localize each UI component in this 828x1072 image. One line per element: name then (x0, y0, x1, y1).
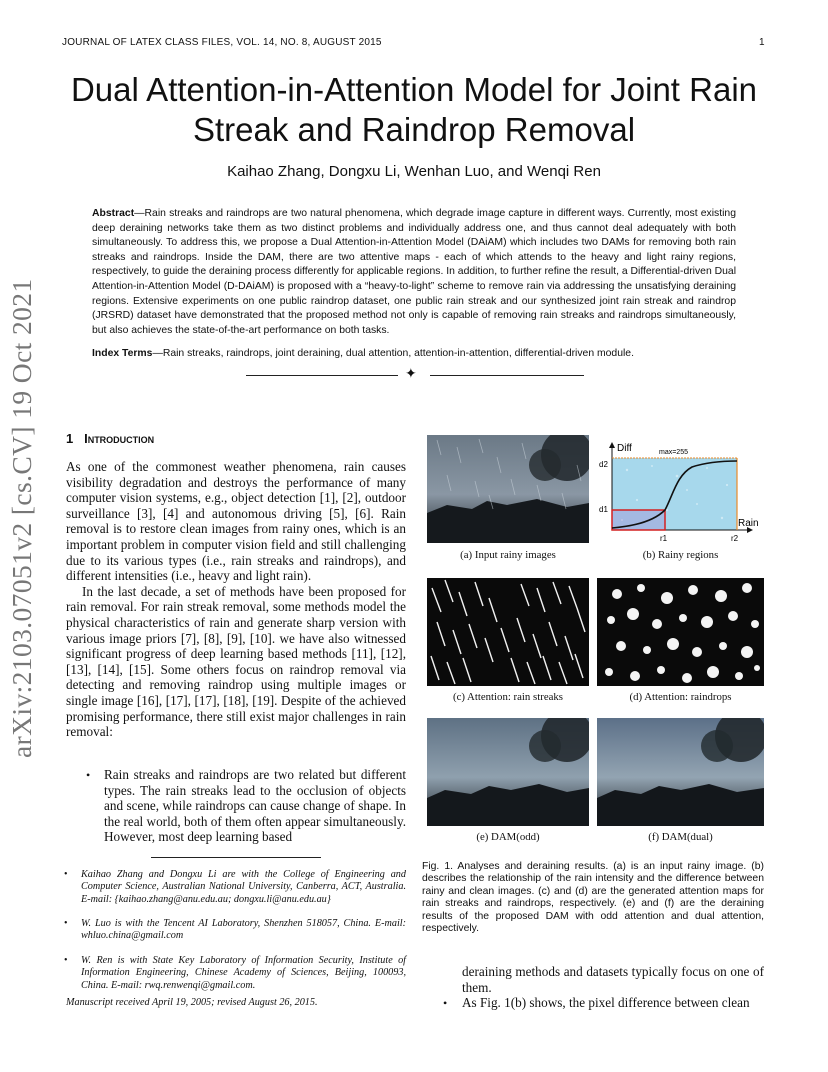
bullet-icon: • (64, 918, 68, 929)
divider-diamond-icon: ✦ (405, 367, 417, 382)
intro-paragraph-2: In the last decade, a set of methods have been proposed for rain removal. For rain streak removal, some methods model the physical characteristics of rain and generate sharp version with various image priors [7], [8], [9], [10]. we have also witnessed significant progress of deep learning based methods [11], [12], [13], [14], [15]. Some others focus on raindrop removal via detecting and removing raindrop using multiple images or single image [16], [17], [17], [18], [19]. Despite of the achieved promising performance, there still exist major challenges in rain removal: (66, 583, 406, 740)
plot-y-label: Diff (617, 443, 632, 454)
abstract (92, 207, 736, 338)
author-list: Kaihao Zhang, Dongxu Li, Wenhan Luo, and Wenqi Ren (227, 163, 601, 180)
plot-r1-label: r1 (660, 534, 668, 543)
bullet-icon: • (443, 996, 448, 1010)
index-terms-text: —Rain streaks, raindrops, joint deraining, dual attention, attention-in-attention, differential-driven module. (152, 348, 634, 359)
plot-x-label: Rain (738, 518, 759, 529)
panel-c-rain-streak-attention (427, 578, 589, 686)
caption-c: (c) Attention: rain streaks (452, 691, 564, 703)
footnote-affiliation-3: W. Ren is with State Key Laboratory of Information Security, Institute of Information Engineering, Chinese Academy of Sciences, Beijing, 100093, China. E-mail: rwq.renwenqi@gmail.com. (81, 955, 406, 991)
index-terms-label: Index Terms (92, 348, 153, 359)
panel-f-dam-dual-result (597, 718, 764, 826)
page-number: 1 (759, 37, 765, 48)
caption-f: (f) DAM(dual) (648, 831, 713, 843)
divider-right (430, 375, 584, 376)
manuscript-note: Manuscript received April 19, 2005; revised August 26, 2015. (66, 997, 318, 1008)
bullet-item-1: Rain streaks and raindrops are two related but different types. The rain streaks lead to the occlusion of objects and scene, while raindrops can cause change of shape. In the real world, both of them often appear simultaneously. However, most deep learning based (104, 767, 406, 845)
bullet-item-2: As Fig. 1(b) shows, the pixel difference between clean (462, 995, 750, 1010)
bullet-icon: • (64, 869, 68, 880)
plot-max-label: max=255 (659, 449, 688, 456)
caption-b: (b) Rainy regions (642, 549, 719, 561)
plot-d1-label: d1 (599, 505, 608, 514)
intro-left-column (66, 459, 406, 740)
panel-d-raindrop-attention (597, 578, 764, 686)
footnote-affiliation-1: Kaihao Zhang and Dongxu Li are with the College of Engineering and Computer Science, Australian National University, Canberra, ACT, Australia. E-mail: {kaihao.zhang@anu.edu.au; dongxu.li@anu.edu.au} (81, 869, 406, 905)
bullet-continuation: deraining methods and datasets typically focus on one of them. (462, 964, 764, 995)
plot-r2-label: r2 (731, 534, 739, 543)
caption-e: (e) DAM(odd) (476, 831, 540, 843)
footnote-affiliation-2: W. Luo is with the Tencent AI Laboratory, Shenzhen 518057, China. E-mail: whluo.china@gmail.com (81, 918, 406, 942)
panel-b-rainy-regions-plot (597, 440, 764, 546)
caption-d: (d) Attention: raindrops (629, 691, 732, 703)
figure-caption: Fig. 1. Analyses and deraining results. (a) is an input rainy image. (b) describes the relationship of the rain intensity and the difference between rainy and clean images. (c) and (d) are the generated attention maps for rain streaks and raindrops, respectively. (e) and (f) are the deraining results of the proposed DAM with odd attention and dual attention, respectively. (422, 861, 764, 935)
abstract-text: —Rain streaks and raindrops are two natural phenomena, which degrade image capture in different ways. Currently, most existing deep deraining networks take them as two distinct problems and individually address one, and thus cannot deal adequately with both simultaneously. To address this, we propose a Dual Attention-in-Attention Model (DAiAM) which includes two DAMs for removing both rain streaks and raindrops. Inside the DAM, there are two attentive maps - each of which attends to the heavy and light rainy regions, respectively, to guide the deraining process differently for applicable regions. In addition, to further refine the result, a Differential-driven Dual Attention-in-Attention Model (D-DAiAM) is proposed with a “heavy-to-light” scheme to remove rain via addressing the unsatisfying deraining regions. Extensive experiments on one public raindrop dataset, one public rain streak and our synthesized joint rain streak and raindrop (JRSRD) dataset have demonstrated that the proposed method not only is capable of removing rain streaks and raindrops simultaneously, but also achieves the state-of-the-art performance on both tasks. (92, 208, 737, 336)
bullet-icon: • (86, 768, 91, 782)
bullet-icon: • (64, 955, 68, 966)
index-terms (92, 347, 736, 362)
section-number: 1 (66, 431, 74, 446)
footnote-rule (151, 857, 321, 858)
paper-title: Dual Attention-in-Attention Model for Joint Rain Streak and Raindrop Removal (70, 71, 758, 148)
running-header: JOURNAL OF LATEX CLASS FILES, VOL. 14, NO. 8, AUGUST 2015 (62, 37, 382, 48)
caption-a: (a) Input rainy images (460, 549, 556, 561)
abstract-label: Abstract (92, 208, 135, 219)
intro-paragraph-1: As one of the commonest weather phenomena, rain causes visibility degradation and destroys the performance of many computer vision systems, e.g., object detection [1], [2], outdoor surveillance [3], [4] and autonomous driving [5], [6]. Rain removal is to restore clean images from rainy ones, which is an important problem in computer vision field and still challenging due to its various types (i.e., rain streaks and raindrops), and different intensities (i.e., heavy and light rain). (66, 459, 406, 584)
section-title: Introduction (84, 431, 155, 446)
plot-d2-label: d2 (599, 460, 608, 469)
arxiv-watermark: arXiv:2103.07051v2 [cs.CV] 19 Oct 2021 (6, 278, 37, 758)
panel-e-dam-odd-result (427, 718, 589, 826)
panel-a-rainy-image (427, 435, 589, 543)
divider-left (246, 375, 398, 376)
section-heading (66, 431, 154, 446)
